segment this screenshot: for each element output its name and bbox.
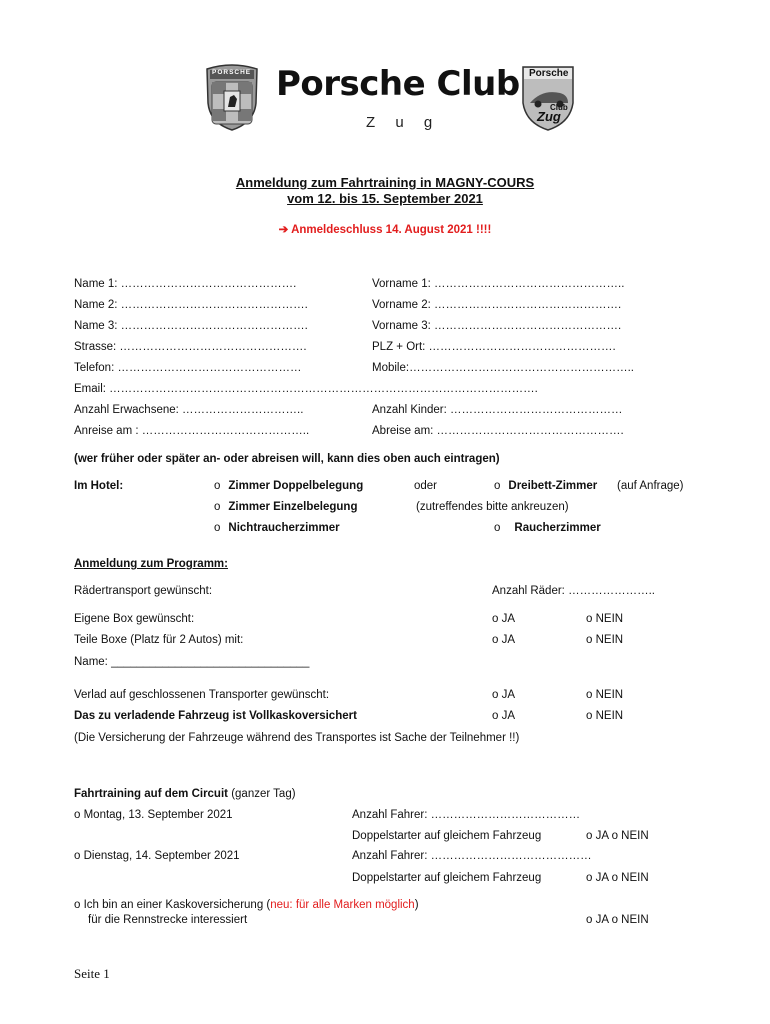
checkbox-bullet[interactable]: o bbox=[494, 522, 501, 534]
arrow-icon: ➔ bbox=[278, 224, 289, 236]
anzahl-raeder-field[interactable]: Anzahl Räder: ………………….. bbox=[492, 585, 655, 597]
checkbox-bullet[interactable]: o bbox=[214, 501, 221, 513]
checkbox-bullet[interactable]: o bbox=[494, 480, 501, 492]
vollkasko-ja[interactable]: o JA bbox=[492, 710, 516, 722]
option-label: Zimmer Einzelbelegung bbox=[228, 501, 358, 513]
anzahl-fahrer-dienstag[interactable]: Anzahl Fahrer: …………………………………… bbox=[352, 850, 592, 862]
training-heading-bold: Fahrtraining auf dem Circuit bbox=[74, 788, 228, 800]
hotel-option-doppel[interactable] bbox=[214, 480, 363, 492]
plz-ort-field[interactable]: PLZ + Ort: …………………………………………. bbox=[372, 341, 616, 353]
program-heading: Anmeldung zum Programm: bbox=[74, 558, 228, 570]
doppelstarter-dienstag-label: Doppelstarter auf gleichem Fahrzeug bbox=[352, 872, 542, 884]
badge-mid-text: Club bbox=[550, 103, 568, 112]
checkbox-bullet[interactable]: o bbox=[214, 522, 221, 534]
main-heading-line2: vom 12. bis 15. September 2021 bbox=[287, 191, 483, 206]
crest-text: PORSCHE bbox=[212, 69, 252, 76]
badge-top-text: Porsche bbox=[529, 68, 569, 79]
auf-anfrage-text: (auf Anfrage) bbox=[617, 480, 684, 492]
telefon-field[interactable]: Telefon: ………………………………………… bbox=[74, 362, 302, 374]
hotel-option-nichtraucher[interactable] bbox=[214, 522, 340, 534]
montag-option[interactable]: o Montag, 13. September 2021 bbox=[74, 809, 233, 821]
anreise-field[interactable]: Anreise am : …………………………………….. bbox=[74, 425, 310, 437]
erwachsene-field[interactable]: Anzahl Erwachsene: ………………………….. bbox=[74, 404, 304, 416]
vorname2-field[interactable]: Vorname 2: …………………………………………. bbox=[372, 299, 622, 311]
vorname1-field[interactable]: Vorname 1: ………………………………………….. bbox=[372, 278, 625, 290]
teile-box-nein[interactable]: o NEIN bbox=[586, 634, 624, 646]
club-title: Porsche Club bbox=[276, 64, 520, 104]
option-label: Raucherzimmer bbox=[514, 522, 601, 534]
strasse-field[interactable]: Strasse: …………………………………………. bbox=[74, 341, 307, 353]
kasko-text-post: ) bbox=[414, 899, 419, 911]
hotel-option-dreibett[interactable] bbox=[494, 480, 597, 492]
teile-box-ja[interactable]: o JA bbox=[492, 634, 516, 646]
option-label: Nichtraucherzimmer bbox=[228, 522, 340, 534]
abreise-field[interactable]: Abreise am: …………………………………………. bbox=[372, 425, 624, 437]
dienstag-option[interactable]: o Dienstag, 14. September 2021 bbox=[74, 850, 240, 862]
eigene-box-ja[interactable]: o JA bbox=[492, 613, 516, 625]
versicherung-note: (Die Versicherung der Fahrzeuge während des Transportes ist Sache der Teilnehmer !!) bbox=[74, 732, 520, 744]
anzahl-fahrer-montag[interactable]: Anzahl Fahrer: ………………………………… bbox=[352, 809, 581, 821]
kasko-line2: für die Rennstrecke interessiert bbox=[88, 914, 248, 926]
vollkasko-label: Das zu verladende Fahrzeug ist Vollkaskoversichert bbox=[74, 710, 357, 722]
verlad-ja[interactable]: o JA bbox=[492, 689, 516, 701]
deadline-text: Anmeldeschluss 14. August 2021 !!!! bbox=[291, 224, 492, 236]
kasko-text-red: neu: für alle Marken möglich bbox=[270, 899, 415, 911]
deadline-line bbox=[0, 222, 770, 236]
kasko-option[interactable] bbox=[74, 899, 419, 911]
hotel-option-raucher[interactable] bbox=[494, 522, 601, 534]
oder-text: oder bbox=[414, 480, 438, 492]
teile-box-label: Teile Boxe (Platz für 2 Autos) mit: bbox=[74, 634, 244, 646]
name1-field[interactable]: Name 1: ………………………………………. bbox=[74, 278, 297, 290]
doppelstarter-montag-ja-nein[interactable]: o JA o NEIN bbox=[586, 830, 649, 842]
raedertransport-label: Rädertransport gewünscht: bbox=[74, 585, 213, 597]
email-field[interactable]: Email: …………………………………………………………………………………………………. bbox=[74, 383, 538, 395]
arrival-note: (wer früher oder später an- oder abreisen will, kann dies oben auch eintragen) bbox=[74, 453, 500, 465]
main-heading-line1: Anmeldung zum Fahrtraining in MAGNY-COURS bbox=[235, 175, 535, 190]
training-heading bbox=[74, 788, 296, 800]
kasko-ja-nein[interactable]: o JA o NEIN bbox=[586, 914, 649, 926]
option-label: Dreibett-Zimmer bbox=[508, 480, 598, 492]
kinder-field[interactable]: Anzahl Kinder: ……………………………………… bbox=[372, 404, 623, 416]
hotel-label: Im Hotel: bbox=[74, 480, 124, 492]
doppelstarter-dienstag-ja-nein[interactable]: o JA o NEIN bbox=[586, 872, 649, 884]
mobile-field[interactable]: Mobile:………………………………………………….. bbox=[372, 362, 634, 374]
porsche-club-zug-badge bbox=[520, 63, 576, 131]
verlad-nein[interactable]: o NEIN bbox=[586, 689, 624, 701]
zutreffend-note: (zutreffendes bitte ankreuzen) bbox=[416, 501, 569, 513]
checkbox-bullet[interactable]: o bbox=[214, 480, 221, 492]
vorname3-field[interactable]: Vorname 3: …………………………………………. bbox=[372, 320, 622, 332]
teile-box-name-field[interactable]: Name: _______________________________ bbox=[74, 656, 310, 668]
vollkasko-nein[interactable]: o NEIN bbox=[586, 710, 624, 722]
name2-field[interactable]: Name 2: …………………………………………. bbox=[74, 299, 308, 311]
doppelstarter-montag-label: Doppelstarter auf gleichem Fahrzeug bbox=[352, 830, 542, 842]
name3-field[interactable]: Name 3: …………………………………………. bbox=[74, 320, 308, 332]
eigene-box-nein[interactable]: o NEIN bbox=[586, 613, 624, 625]
eigene-box-label: Eigene Box gewünscht: bbox=[74, 613, 195, 625]
badge-bottom-text: Zug bbox=[537, 109, 561, 124]
option-label: Zimmer Doppelbelegung bbox=[228, 480, 364, 492]
porsche-crest-logo bbox=[204, 63, 260, 131]
kasko-text-pre: o Ich bin an einer Kaskoversicherung ( bbox=[74, 899, 271, 911]
verlad-label: Verlad auf geschlossenen Transporter gewünscht: bbox=[74, 689, 330, 701]
hotel-option-einzel[interactable] bbox=[214, 501, 357, 513]
page-number: Seite 1 bbox=[74, 966, 110, 981]
training-heading-rest: (ganzer Tag) bbox=[228, 788, 296, 800]
club-subtitle: Z u g bbox=[366, 114, 441, 131]
